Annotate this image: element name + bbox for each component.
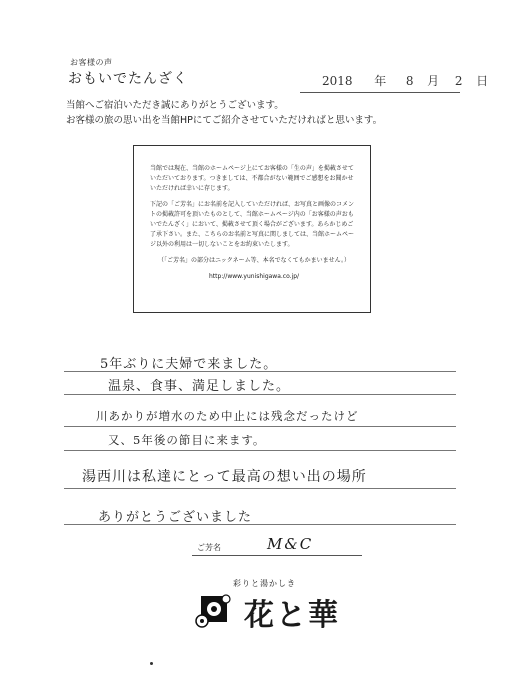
message-line-1: 5年ぶりに夫婦で来ました。 <box>100 357 278 372</box>
message-rule-3 <box>64 426 456 427</box>
header-label: お客様の声 <box>70 58 113 67</box>
flower-logo-icon <box>193 590 233 630</box>
message-line-5: 湯西川は私達にとって最高の想い出の場所 <box>82 469 367 485</box>
logo-name: 花と華 <box>244 598 340 633</box>
logo-tagline: 彩りと湯かしき <box>233 579 296 588</box>
date <box>322 72 488 89</box>
signature-label: ご芳名 <box>197 543 221 552</box>
message-rule-4 <box>64 450 456 451</box>
stray-dot <box>150 662 153 665</box>
signature-underline <box>192 555 362 556</box>
intro-line-1: 当館へご宿泊いただき誠にありがとうございます。 <box>66 100 284 111</box>
notice-note: （「ご芳名」の部分はニックネーム等、本名でなくてもかまいません。） <box>157 257 351 264</box>
message-rule-2 <box>64 394 456 395</box>
message-line-4: 又、5年後の節目に来ます。 <box>108 433 266 447</box>
date-year: 2018 <box>322 74 353 88</box>
message-line-6: ありがとうございました <box>98 510 253 525</box>
intro-text <box>66 98 382 128</box>
date-day-unit: 日 <box>476 74 489 88</box>
date-year-unit: 年 <box>374 74 387 88</box>
date-day: 2 <box>454 74 463 88</box>
notice-paragraph-2: 下記の「ご芳名」にお名前を記入していただければ、お写真と画像のコメントの掲載許可を頂いたものとして、当館ホームページ内の「お客様の声おもいでたんざく」において、掲載させて頂く場合がございます。あらかじめご了承下さい。また、こちらのお名前と写真に関しましては、当館ホームページ以外の利用は一切しないことをお約束いたします。 <box>150 201 355 248</box>
notice-paragraph-1: 当館では現在、当館のホームページ上にてお客様の「生の声」を掲載させていただいております。つきましては、不都合がない範囲でご感想をお聞かせいただければ幸いに存じます。 <box>150 165 354 192</box>
message-rule-1 <box>64 371 456 372</box>
notice-url: http://www.yunishigawa.co.jp/ <box>208 273 300 280</box>
notice-box <box>133 145 371 313</box>
message-rule-6 <box>64 524 456 525</box>
message-line-2: 温泉、食事、満足しました。 <box>108 379 291 394</box>
message-line-3: 川あかりが増水のため中止には残念だったけど <box>96 409 359 423</box>
message-rule-5 <box>64 488 456 489</box>
intro-line-2: お客様の旅の思い出を当館HPにてご紹介させていただければと思います。 <box>66 115 383 126</box>
signature-name: M&C <box>267 535 314 553</box>
page-title: おもいでたんざく <box>68 71 188 87</box>
date-month-unit: 月 <box>427 74 440 88</box>
date-underline <box>300 92 460 93</box>
date-month: 8 <box>405 74 414 88</box>
